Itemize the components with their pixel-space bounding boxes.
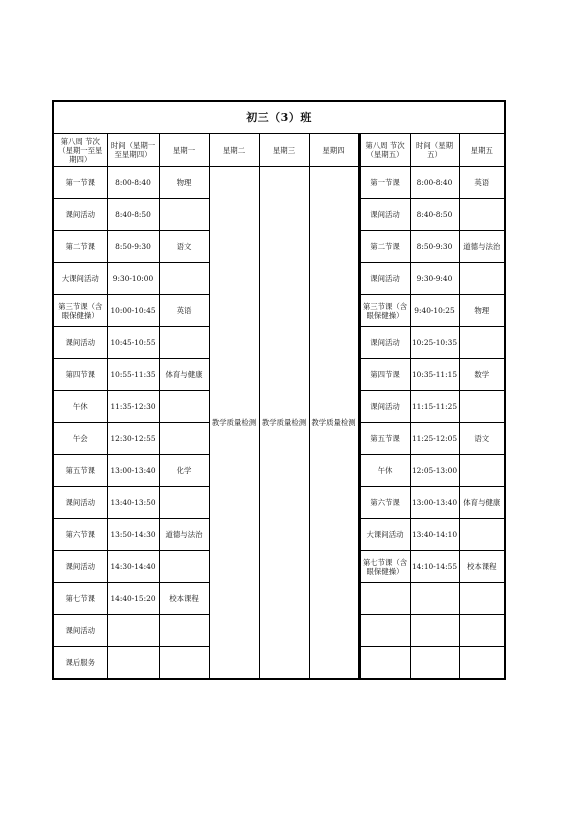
friday-period-cell: 第六节课 bbox=[359, 487, 410, 519]
friday-time-cell bbox=[410, 647, 459, 680]
header-monday: 星期一 bbox=[159, 134, 209, 167]
friday-time-cell: 9:30-9:40 bbox=[410, 263, 459, 295]
friday-period-cell: 第二节课 bbox=[359, 231, 410, 263]
monday-cell: 语文 bbox=[159, 231, 209, 263]
friday-cell bbox=[459, 647, 505, 680]
friday-time-cell: 8:00-8:40 bbox=[410, 167, 459, 199]
monday-cell: 英语 bbox=[159, 295, 209, 327]
time-cell: 11:35-12:30 bbox=[107, 391, 159, 423]
period-cell: 课间活动 bbox=[53, 487, 107, 519]
friday-cell: 物理 bbox=[459, 295, 505, 327]
friday-cell: 校本课程 bbox=[459, 551, 505, 583]
friday-cell bbox=[459, 263, 505, 295]
monday-cell bbox=[159, 391, 209, 423]
time-cell: 13:40-13:50 bbox=[107, 487, 159, 519]
friday-cell bbox=[459, 391, 505, 423]
friday-period-cell: 课间活动 bbox=[359, 327, 410, 359]
period-cell: 第六节课 bbox=[53, 519, 107, 551]
time-cell: 9:30-10:00 bbox=[107, 263, 159, 295]
time-cell: 12:30-12:55 bbox=[107, 423, 159, 455]
friday-time-cell: 13:00-13:40 bbox=[410, 487, 459, 519]
thursday-merged-cell: 教学质量检测 bbox=[309, 167, 359, 680]
period-cell: 第二节课 bbox=[53, 231, 107, 263]
period-cell: 课间活动 bbox=[53, 199, 107, 231]
friday-cell bbox=[459, 455, 505, 487]
period-cell: 第一节课 bbox=[53, 167, 107, 199]
table-row bbox=[53, 167, 505, 199]
friday-time-cell: 12:05-13:00 bbox=[410, 455, 459, 487]
period-cell: 第七节课 bbox=[53, 583, 107, 615]
friday-period-cell: 第四节课 bbox=[359, 359, 410, 391]
friday-time-cell bbox=[410, 615, 459, 647]
monday-cell: 物理 bbox=[159, 167, 209, 199]
header-friday: 星期五 bbox=[459, 134, 505, 167]
time-cell bbox=[107, 615, 159, 647]
period-cell: 课间活动 bbox=[53, 327, 107, 359]
header-time: 时间（星期一至星期四） bbox=[107, 134, 159, 167]
friday-time-cell: 10:35-11:15 bbox=[410, 359, 459, 391]
monday-cell bbox=[159, 551, 209, 583]
monday-cell bbox=[159, 327, 209, 359]
time-cell: 10:00-10:45 bbox=[107, 295, 159, 327]
header-thursday: 星期四 bbox=[309, 134, 359, 167]
period-cell: 第四节课 bbox=[53, 359, 107, 391]
time-cell: 13:00-13:40 bbox=[107, 455, 159, 487]
friday-cell bbox=[459, 615, 505, 647]
period-cell: 课后服务 bbox=[53, 647, 107, 680]
time-cell: 14:30-14:40 bbox=[107, 551, 159, 583]
monday-cell bbox=[159, 423, 209, 455]
friday-period-cell: 第三节课（含眼保健操） bbox=[359, 295, 410, 327]
tuesday-merged-cell: 教学质量检测 bbox=[209, 167, 259, 680]
friday-period-cell: 大课间活动 bbox=[359, 519, 410, 551]
time-cell: 13:50-14:30 bbox=[107, 519, 159, 551]
period-cell: 第五节课 bbox=[53, 455, 107, 487]
friday-cell: 语文 bbox=[459, 423, 505, 455]
friday-cell bbox=[459, 199, 505, 231]
friday-period-cell: 课间活动 bbox=[359, 199, 410, 231]
monday-cell: 体育与健康 bbox=[159, 359, 209, 391]
friday-period-cell: 课间活动 bbox=[359, 263, 410, 295]
period-cell: 第三节课（含眼保健操） bbox=[53, 295, 107, 327]
time-cell: 14:40-15:20 bbox=[107, 583, 159, 615]
friday-period-cell bbox=[359, 615, 410, 647]
friday-time-cell bbox=[410, 583, 459, 615]
header-friday-time: 时间（星期五） bbox=[410, 134, 459, 167]
timetable bbox=[52, 100, 506, 680]
time-cell: 8:00-8:40 bbox=[107, 167, 159, 199]
time-cell: 10:45-10:55 bbox=[107, 327, 159, 359]
period-cell: 大课间活动 bbox=[53, 263, 107, 295]
monday-cell bbox=[159, 487, 209, 519]
monday-cell: 道德与法治 bbox=[159, 519, 209, 551]
period-cell: 午会 bbox=[53, 423, 107, 455]
friday-period-cell: 午休 bbox=[359, 455, 410, 487]
monday-cell: 校本课程 bbox=[159, 583, 209, 615]
monday-cell: 化学 bbox=[159, 455, 209, 487]
friday-cell: 道德与法治 bbox=[459, 231, 505, 263]
page-title: 初三（3）班 bbox=[53, 101, 505, 134]
header-friday-period: 第八周 节次（星期五） bbox=[359, 134, 410, 167]
monday-cell bbox=[159, 263, 209, 295]
wednesday-merged-cell: 教学质量检测 bbox=[259, 167, 309, 680]
period-cell: 课间活动 bbox=[53, 551, 107, 583]
header-row bbox=[53, 134, 505, 167]
friday-time-cell: 11:25-12:05 bbox=[410, 423, 459, 455]
friday-period-cell: 第七节课（含眼保健操） bbox=[359, 551, 410, 583]
header-period: 第八周 节次（星期一至星期四） bbox=[53, 134, 107, 167]
monday-cell bbox=[159, 615, 209, 647]
friday-time-cell: 14:10-14:55 bbox=[410, 551, 459, 583]
header-tuesday: 星期二 bbox=[209, 134, 259, 167]
friday-period-cell: 第五节课 bbox=[359, 423, 410, 455]
monday-cell bbox=[159, 199, 209, 231]
friday-cell bbox=[459, 583, 505, 615]
monday-cell bbox=[159, 647, 209, 680]
friday-cell: 体育与健康 bbox=[459, 487, 505, 519]
friday-cell bbox=[459, 519, 505, 551]
period-cell: 午休 bbox=[53, 391, 107, 423]
header-wednesday: 星期三 bbox=[259, 134, 309, 167]
friday-time-cell: 11:15-11:25 bbox=[410, 391, 459, 423]
time-cell: 8:40-8:50 bbox=[107, 199, 159, 231]
friday-time-cell: 10:25-10:35 bbox=[410, 327, 459, 359]
friday-period-cell: 第一节课 bbox=[359, 167, 410, 199]
friday-cell: 英语 bbox=[459, 167, 505, 199]
friday-cell: 数学 bbox=[459, 359, 505, 391]
friday-period-cell: 课间活动 bbox=[359, 391, 410, 423]
period-cell: 课间活动 bbox=[53, 615, 107, 647]
time-cell bbox=[107, 647, 159, 680]
friday-period-cell bbox=[359, 647, 410, 680]
time-cell: 8:50-9:30 bbox=[107, 231, 159, 263]
friday-time-cell: 8:50-9:30 bbox=[410, 231, 459, 263]
friday-period-cell bbox=[359, 583, 410, 615]
friday-time-cell: 13:40-14:10 bbox=[410, 519, 459, 551]
friday-time-cell: 9:40-10:25 bbox=[410, 295, 459, 327]
friday-time-cell: 8:40-8:50 bbox=[410, 199, 459, 231]
friday-cell bbox=[459, 327, 505, 359]
time-cell: 10:55-11:35 bbox=[107, 359, 159, 391]
